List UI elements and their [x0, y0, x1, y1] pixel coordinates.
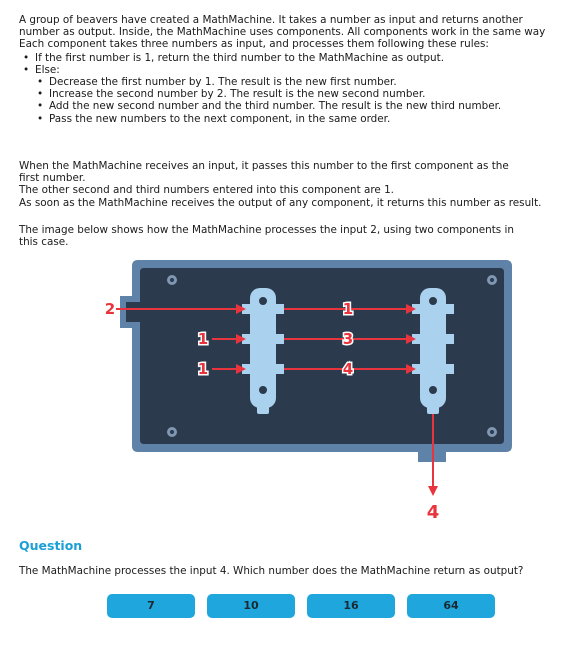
description-line: first number. — [19, 172, 86, 185]
sub-rules-list — [35, 76, 567, 125]
caption-line: The image below shows how the MathMachine processes the input 2, using two components in — [19, 224, 515, 236]
answer-option-1[interactable]: 7 — [107, 594, 195, 618]
sub-rule-item: • Decrease the first number by 1. The result is the new first number. — [49, 76, 567, 88]
question-text: The MathMachine processes the input 4. Which number does the MathMachine return as output? — [19, 565, 524, 577]
sub-rule-item: • Increase the second number by 2. The result is the new second number. — [49, 88, 567, 100]
intro-line: number as output. Inside, the MathMachine uses components. All components work in the same way — [19, 26, 546, 39]
question-heading: Question — [19, 538, 83, 553]
answer-option-2[interactable]: 10 — [207, 594, 295, 618]
figure-caption — [19, 224, 567, 248]
answer-option-4[interactable]: 64 — [407, 594, 495, 618]
rule-item: • If the first number is 1, return the third number to the MathMachine as output. — [35, 52, 567, 64]
answer-option-3[interactable]: 16 — [307, 594, 395, 618]
intro-line: A group of beavers have created a MathMachine. It takes a number as input and returns another — [19, 14, 523, 26]
mid-second-label: 3 — [342, 330, 354, 348]
intro-line: Each component takes three numbers as input, and processes them following these rules: — [19, 38, 489, 51]
caption-line: this case. — [19, 236, 69, 249]
description-text — [19, 160, 567, 209]
rules-list — [19, 52, 567, 125]
mid-third-label: 4 — [342, 360, 354, 378]
description-line: When the MathMachine receives an input, it passes this number to the first component as the — [19, 160, 509, 172]
description-line: As soon as the MathMachine receives the output of any component, it returns this number as result. — [19, 196, 542, 209]
intro-text — [19, 14, 567, 125]
input-number-label: 2 — [104, 300, 116, 318]
screw-icon — [167, 275, 177, 285]
machine-body — [126, 268, 504, 444]
mathmachine-diagram — [104, 256, 514, 523]
mid-first-label: 1 — [342, 300, 354, 318]
rule-item — [35, 64, 567, 125]
sub-rule-item: • Add the new second number and the third number. The result is the new third number. — [49, 100, 567, 112]
second-in-label: 1 — [197, 330, 209, 348]
sub-rule-item: • Pass the new numbers to the next component, in the same order. — [49, 113, 567, 125]
description-line: The other second and third numbers entered into this component are 1. — [19, 184, 394, 197]
rule-else: Else: — [35, 63, 60, 76]
third-in-label: 1 — [197, 360, 209, 378]
screw-icon — [167, 427, 177, 437]
screw-icon — [487, 427, 497, 437]
screw-icon — [487, 275, 497, 285]
output-number-label: 4 — [426, 502, 440, 523]
